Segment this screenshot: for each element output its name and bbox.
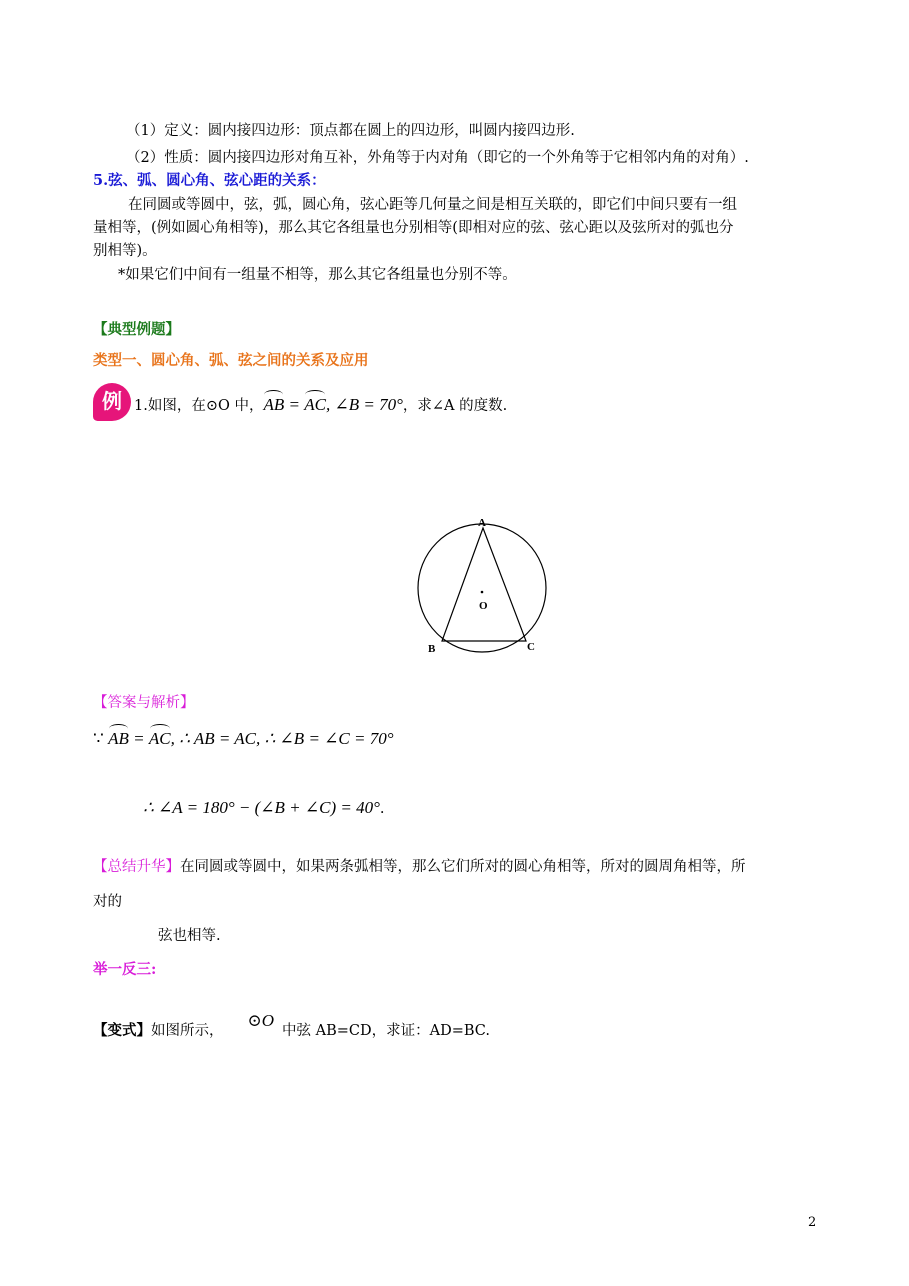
solution-arc-ab: AB <box>108 729 129 748</box>
circle-o <box>418 524 546 652</box>
example-prefix: 1.如图，在⊙O 中， <box>134 398 264 414</box>
body-line-2: 量相等，(例如圆心角相等)，那么其它各组量也分别相等(即相对应的弦、弦心距以及弦所对的弧也分 <box>93 220 734 236</box>
definition-line: （1）定义：圆内接四边形：顶点都在圆上的四边形，叫圆内接四边形. <box>126 123 575 139</box>
label-a: A <box>478 517 486 529</box>
variant-prefix: 如图所示， <box>151 1023 224 1039</box>
arc-ac: AC <box>304 395 326 414</box>
answer-heading: 【答案与解析】 <box>93 695 195 711</box>
solution-arc-ac: AC <box>148 729 171 748</box>
solution-angle-a: ∴ ∠A = 180° − (∠B + ∠C) = 40° <box>143 798 380 817</box>
circle-o-symbol: ⊙O <box>247 1011 275 1030</box>
solution-equals: = <box>128 729 149 748</box>
section-5-heading: 5.弦、弧、圆心角、弦心距的关系： <box>93 172 326 189</box>
summary-text-1: 在同圆或等圆中，如果两条弧相等，那么它们所对的圆心角相等，所对的圆周角相等，所 <box>180 859 746 875</box>
because-symbol: ∵ <box>93 729 104 748</box>
variant-suffix: 中弦 AB=CD，求证：AD=BC. <box>282 1023 490 1039</box>
variant-line <box>93 1011 490 1041</box>
circle-triangle-figure <box>410 510 555 658</box>
body-line-3: 别相等)。 <box>93 243 157 259</box>
equals-sign: = <box>284 395 305 414</box>
solution-line-2 <box>143 798 385 819</box>
example-1-question <box>134 395 507 416</box>
summary-line-1 <box>93 857 746 877</box>
solution-period: . <box>379 801 385 817</box>
label-b: B <box>428 643 436 655</box>
summary-heading: 【总结升华】 <box>93 859 180 875</box>
typical-examples-heading: 【典型例题】 <box>93 321 180 338</box>
separator: , <box>325 395 331 414</box>
solution-line-1 <box>93 729 394 750</box>
arc-ab: AB <box>263 395 285 414</box>
type-1-heading: 类型一、圆心角、弧、弦之间的关系及应用 <box>93 352 369 369</box>
angle-b-value: ∠B = 70° <box>330 395 403 414</box>
triangle-abc <box>442 528 526 641</box>
example-suffix: ，求∠A 的度数. <box>402 398 508 414</box>
note-line: *如果它们中间有一组量不相等，那么其它各组量也分别不等。 <box>118 267 517 283</box>
solution-rest: , ∴ AB = AC, ∴ ∠B = ∠C = 70° <box>170 729 394 748</box>
summary-line-2: 对的 <box>93 894 122 910</box>
center-point <box>481 591 484 594</box>
property-line: （2）性质：圆内接四边形对角互补，外角等于内对角（即它的一个外角等于它相邻内角的对角）. <box>126 150 749 166</box>
body-line-1: 在同圆或等圆中，弦，弧，圆心角，弦心距等几何量之间是相互关联的，即它们中间只要有一组 <box>128 197 737 213</box>
label-c: C <box>527 641 535 653</box>
page-number: 2 <box>808 1215 817 1230</box>
label-o: O <box>479 600 488 612</box>
practice-heading: 举一反三: <box>93 961 157 978</box>
variant-heading: 【变式】 <box>93 1022 151 1039</box>
example-badge: 例 <box>93 383 131 421</box>
summary-line-3: 弦也相等. <box>158 928 221 944</box>
